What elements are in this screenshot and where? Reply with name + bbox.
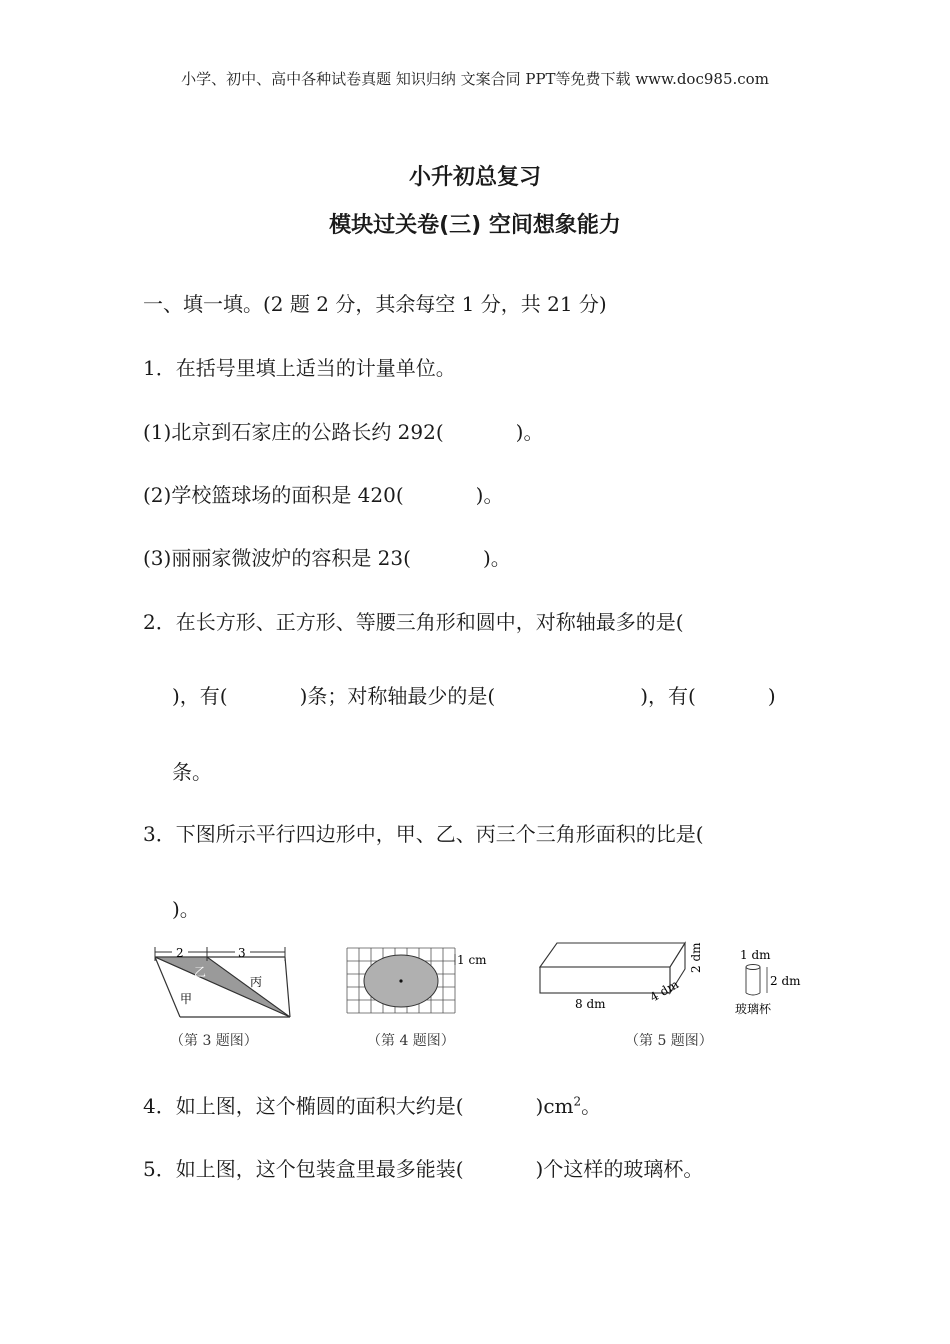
box-top-face	[540, 943, 685, 967]
label-yi: 乙	[194, 965, 207, 979]
figure-5-caption: （第 5 题图）	[625, 1033, 713, 1049]
box-width-label: 4 dm	[647, 977, 681, 1005]
box-length-label: 8 dm	[575, 997, 606, 1011]
question-5	[143, 1153, 703, 1182]
q1-c-end: )。	[482, 546, 511, 570]
q2-p4: )	[767, 684, 776, 708]
inner-line	[207, 957, 290, 1017]
box-height-label: 2 dm	[689, 942, 703, 973]
q4-end: 。	[581, 1094, 602, 1118]
q1-c-text: (3)丽丽家微波炉的容积是 23(	[143, 546, 411, 570]
ellipse-center	[399, 979, 402, 982]
q1-b-end: )。	[475, 483, 504, 507]
question-1-stem: 1．在括号里填上适当的计量单位。	[143, 356, 456, 380]
figure-4-grid-ellipse	[345, 945, 495, 1025]
cup-height-label: 2 dm	[770, 974, 801, 988]
figure-4-caption: （第 4 题图）	[367, 1033, 455, 1049]
section-heading: 一、填一填。(2 题 2 分，其余每空 1 分，共 21 分)	[143, 292, 607, 316]
q5-end: )个这样的玻璃杯。	[535, 1157, 704, 1181]
diagonal-line	[155, 957, 290, 1017]
q1-a-text: (1)北京到石家庄的公路长约 292(	[143, 420, 444, 444]
question-2-line-2	[172, 680, 776, 709]
cup-name-label: 玻璃杯	[735, 1002, 772, 1016]
cup-top	[746, 965, 760, 970]
question-1-part-2	[143, 479, 503, 508]
figure-3-parallelogram	[150, 945, 300, 1030]
dim-label-3: 3	[238, 946, 246, 960]
question-4	[143, 1090, 601, 1119]
q5-text: 5．如上图，这个包装盒里最多能装(	[143, 1157, 464, 1181]
figure-5-box-and-cup	[535, 935, 810, 1025]
box-front-face	[540, 967, 670, 993]
q2-p1: )，有(	[172, 684, 228, 708]
label-jia: 甲	[180, 992, 193, 1006]
question-3-line-2: )。	[172, 897, 200, 921]
question-3-line-1: 3．下图所示平行四边形中，甲、乙、丙三个三角形面积的比是(	[143, 822, 704, 846]
figure-3-caption: （第 3 题图）	[170, 1033, 258, 1049]
parallelogram-right-edge	[285, 957, 290, 1017]
q4-unit: )cm	[535, 1094, 574, 1118]
question-2-line-3: 条。	[172, 760, 212, 784]
cup-diameter-label: 1 dm	[740, 948, 771, 962]
question-1-part-1	[143, 416, 543, 445]
q2-p2: )条；对称轴最少的是(	[299, 684, 496, 708]
q4-unit-sup: 2	[573, 1094, 582, 1109]
q2-p3: )，有(	[640, 684, 696, 708]
q1-b-text: (2)学校篮球场的面积是 420(	[143, 483, 404, 507]
q1-a-end: )。	[515, 420, 544, 444]
label-bing: 丙	[250, 975, 263, 989]
question-1-part-3	[143, 542, 511, 571]
cup-bottom	[746, 993, 760, 995]
page-subtitle: 模块过关卷(三) 空间想象能力	[329, 213, 621, 238]
page-title: 小升初总复习	[408, 165, 541, 190]
dim-label-2: 2	[176, 946, 184, 960]
question-2-line-1: 2．在长方形、正方形、等腰三角形和圆中，对称轴最多的是(	[143, 610, 684, 634]
grid-unit-label: 1 cm	[457, 953, 487, 967]
page-header: 小学、初中、高中各种试卷真题 知识归纳 文案合同 PPT等免费下载 www.doc985.com	[181, 70, 769, 88]
q4-text: 4．如上图，这个椭圆的面积大约是(	[143, 1094, 464, 1118]
